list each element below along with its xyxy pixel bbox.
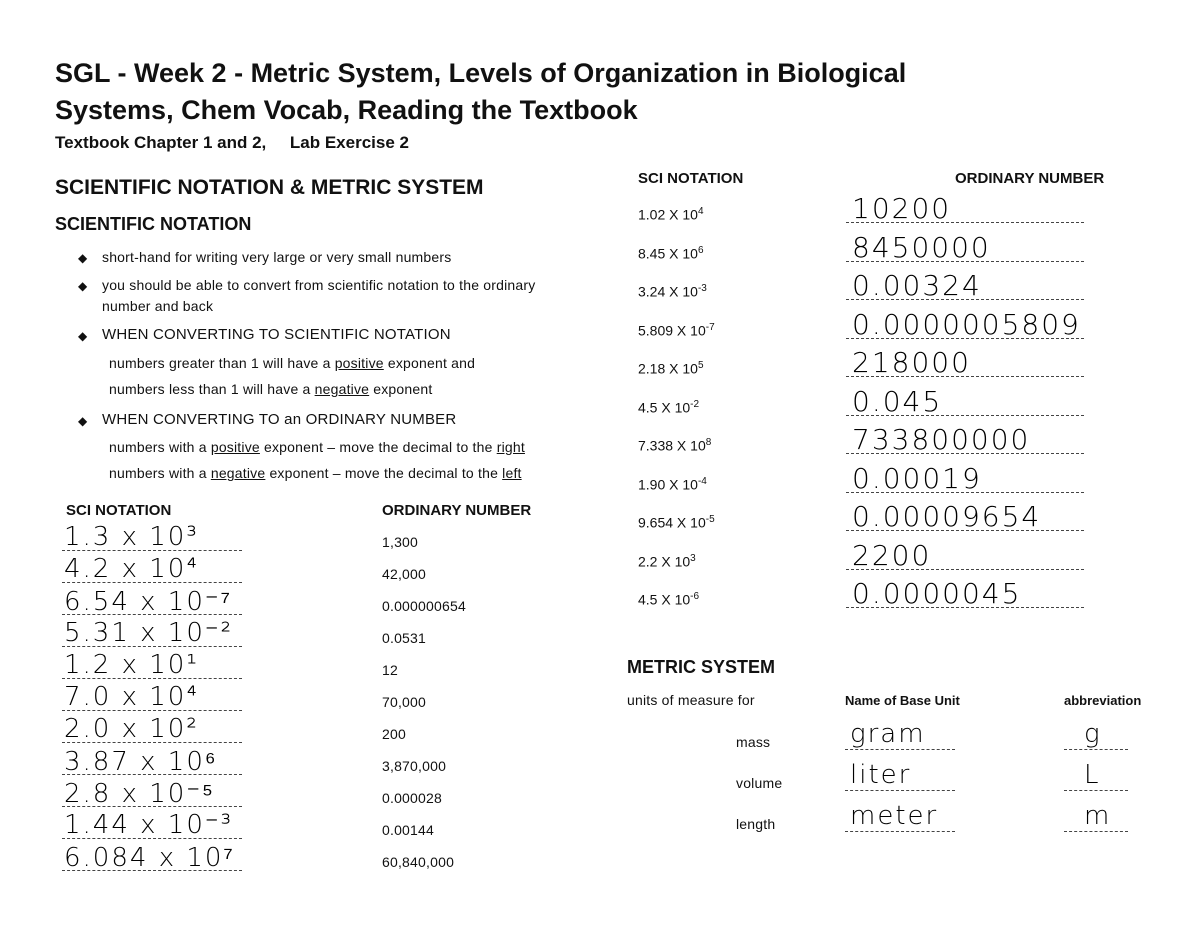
abbreviation-header: abbreviation	[1064, 693, 1142, 708]
sci-notation-value: 8.45 X $10^6$	[638, 244, 704, 262]
handwritten-answer: 6.084 x 10⁷	[64, 843, 235, 873]
sci-notation-value: 4.5 X $10^{-6}$	[638, 591, 700, 608]
sci-notation-value: 2.2 X $10^3$	[638, 552, 696, 570]
left-col-ordinary-header: ORDINARY NUMBER	[382, 502, 532, 519]
units-label: units of measure for	[627, 692, 755, 708]
handwritten-abbreviation: L	[1084, 760, 1101, 790]
ordinary-number: 42,000	[382, 566, 427, 582]
handwritten-answer: 0.0000045	[852, 577, 1022, 610]
handwritten-base-unit: meter	[850, 801, 939, 831]
handwritten-answer: 0.00324	[852, 269, 982, 302]
handwritten-answer: 6.54 x 10⁻⁷	[64, 587, 233, 617]
section-heading: SCIENTIFIC NOTATION & METRIC SYSTEM	[55, 176, 484, 199]
handwritten-answer: 218000	[852, 346, 971, 379]
handwritten-answer: 10200	[852, 192, 952, 225]
bullet-text: number and back	[102, 298, 214, 314]
ordinary-number: 3,870,000	[382, 758, 447, 774]
bullet-text: WHEN CONVERTING TO SCIENTIFIC NOTATION	[102, 326, 451, 343]
handwritten-answer: 8450000	[852, 230, 991, 264]
right-col-sci-header: SCI NOTATION	[638, 170, 744, 187]
handwritten-answer: 1.2 x 10¹	[64, 650, 199, 680]
handwritten-answer: 7.0 x 10⁴	[64, 682, 199, 712]
sci-notation-value: 9.654 X $10^{-5}$	[638, 514, 715, 531]
ordinary-number: 60,840,000	[382, 854, 455, 870]
handwritten-answer: 1.3 x 10³	[64, 522, 199, 552]
sci-notation-value: 2.18 X $10^5$	[638, 360, 704, 377]
handwritten-answer: 5.31 x 10⁻²	[64, 618, 234, 648]
answer-line	[845, 790, 955, 791]
bullet-icon: ◆	[78, 329, 88, 343]
sci-notation-value: 1.90 X $10^{-4}$	[638, 475, 707, 493]
handwritten-abbreviation: m	[1084, 801, 1112, 831]
sci-notation-value: 1.02 X $10^4$	[638, 206, 704, 223]
base-unit-header: Name of Base Unit	[845, 693, 960, 708]
handwritten-base-unit: gram	[850, 719, 926, 749]
sub-bullet-text: numbers greater than 1 will have a positive exponent and	[109, 355, 476, 371]
answer-line	[845, 749, 955, 750]
metric-heading: METRIC SYSTEM	[627, 657, 776, 677]
bullet-icon: ◆	[78, 414, 88, 428]
metric-quantity-label: length	[736, 816, 776, 832]
ordinary-number: 70,000	[382, 694, 427, 710]
metric-quantity-label: mass	[736, 734, 771, 750]
handwritten-answer: 0.0000005809	[852, 307, 1081, 341]
answer-line	[1064, 790, 1128, 791]
ordinary-number: 0.00144	[382, 822, 435, 838]
handwritten-answer: 3.87 x 10⁶	[64, 747, 218, 777]
bullet-icon: ◆	[78, 279, 88, 293]
ordinary-number: 0.0531	[382, 630, 427, 646]
handwritten-answer: 2.8 x 10⁻⁵	[64, 779, 215, 809]
bullet-text: you should be able to convert from scientific notation to the ordinary	[102, 277, 536, 293]
bullet-text: WHEN CONVERTING TO an ORDINARY NUMBER	[102, 411, 457, 428]
ordinary-number: 0.000028	[382, 790, 442, 806]
sci-notation-value: 5.809 X $10^{-7}$	[638, 321, 715, 339]
ordinary-number: 0.000000654	[382, 598, 466, 614]
bullet-icon: ◆	[78, 251, 88, 265]
handwritten-answer: 0.00019	[852, 461, 982, 495]
handwritten-answer: 4.2 x 10⁴	[64, 554, 199, 584]
handwritten-base-unit: liter	[850, 760, 912, 790]
answer-line	[1064, 831, 1128, 832]
answer-line	[1064, 749, 1128, 750]
ordinary-number: 200	[382, 726, 406, 742]
handwritten-answer: 0.00009654	[852, 500, 1042, 533]
left-col-sci-header: SCI NOTATION	[66, 502, 172, 519]
right-col-ordinary-header: ORDINARY NUMBER	[955, 170, 1105, 187]
handwritten-abbreviation: g	[1084, 719, 1102, 749]
handwritten-answer: 2.0 x 10²	[64, 714, 199, 744]
page-title-line2: Systems, Chem Vocab, Reading the Textbook	[55, 95, 638, 125]
answer-line	[845, 831, 955, 832]
handwritten-answer: 1.44 x 10⁻³	[64, 810, 234, 840]
handwritten-answer: 2200	[852, 538, 932, 572]
handwritten-answer: 733800000	[852, 423, 1031, 456]
sci-notation-heading: SCIENTIFIC NOTATION	[55, 214, 252, 234]
ordinary-number: 1,300	[382, 534, 419, 550]
page-title-line1: SGL - Week 2 - Metric System, Levels of Organization in Biological	[55, 58, 907, 88]
page-subtitle: Textbook Chapter 1 and 2, Lab Exercise 2	[55, 133, 409, 152]
sci-notation-value: 4.5 X $10^{-2}$	[638, 398, 700, 416]
metric-quantity-label: volume	[736, 775, 783, 791]
sub-bullet-text: numbers with a positive exponent – move the decimal to the right	[109, 439, 525, 455]
handwritten-answer: 0.045	[852, 384, 943, 418]
sci-notation-value: 7.338 X $10^8$	[638, 437, 712, 454]
sub-bullet-text: numbers less than 1 will have a negative exponent	[109, 381, 433, 397]
ordinary-number: 12	[382, 662, 398, 678]
bullet-text: short-hand for writing very large or very small numbers	[102, 249, 452, 265]
sub-bullet-text: numbers with a negative exponent – move the decimal to the left	[109, 465, 522, 481]
sci-notation-value: 3.24 X $10^{-3}$	[638, 283, 707, 300]
